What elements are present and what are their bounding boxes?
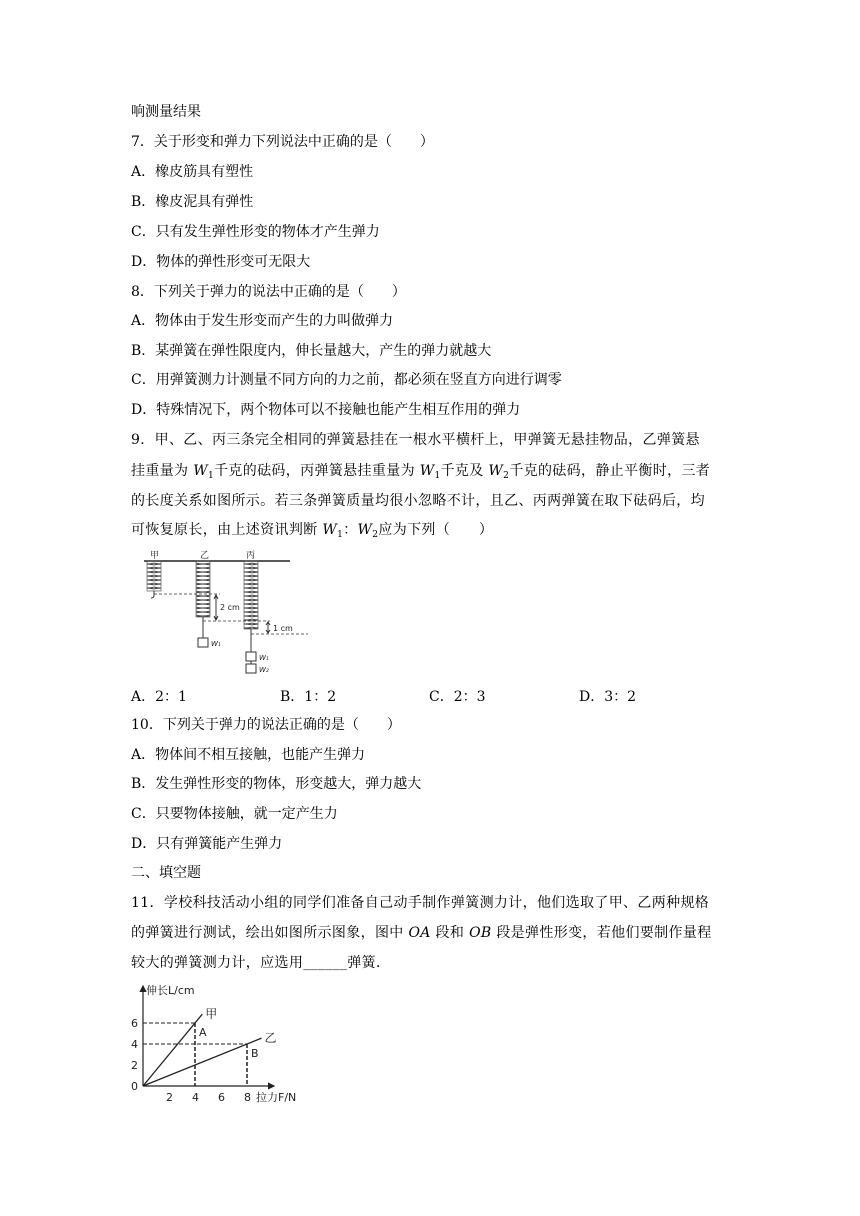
spring-yi bbox=[196, 561, 210, 617]
chart-y-label: 伸长L/cm bbox=[146, 984, 195, 997]
chart-y-tick-label: 2 bbox=[131, 1059, 138, 1072]
q7-option-a: A．橡皮筋具有塑性 bbox=[131, 164, 254, 180]
q11-line2: 的弹簧进行测试，绘出如图所示图象，图中 OA 段和 OB 段是弹性形变，若他们要制作量程 bbox=[131, 925, 712, 941]
q8-option-b: B．某弹簧在弹性限度内，伸长量越大，产生的弹力就越大 bbox=[131, 343, 492, 359]
dim-2cm: 2 cm bbox=[220, 603, 240, 612]
q9-option-c: C．2：3 bbox=[429, 689, 486, 705]
q8-option-c: C．用弹簧测力计测量不同方向的力之前，都必须在竖直方向进行调零 bbox=[131, 372, 562, 388]
spring-jia bbox=[147, 561, 161, 591]
q10-option-b: B．发生弹性形变的物体，形变越大，弹力越大 bbox=[131, 776, 422, 792]
chart-series-line-2 bbox=[143, 1038, 262, 1086]
spring-label-bing: 丙 bbox=[246, 551, 256, 561]
chart-x-tick-label: 8 bbox=[244, 1091, 251, 1104]
q9-option-a: A．2：1 bbox=[131, 689, 187, 705]
q10-option-d: D．只有弹簧能产生弹力 bbox=[131, 836, 283, 852]
chart-series-name: 乙 bbox=[264, 1031, 277, 1046]
q10-stem: 10．下列关于弹力的说法正确的是（ ） bbox=[131, 717, 401, 733]
q9-line2: 挂重量为 $W_1$千克的砝码，丙弹簧悬挂重量为 $W_1$千克及 $W_2$千克的砝码，静止平衡时，三者 bbox=[131, 463, 711, 481]
q9-option-d: D．3：2 bbox=[579, 689, 637, 705]
spring-bing bbox=[244, 561, 258, 629]
spring-chart bbox=[124, 980, 324, 1106]
q8-option-a: A．物体由于发生形变而产生的力叫做弹力 bbox=[131, 313, 394, 329]
chart-y-tick-label: 4 bbox=[131, 1038, 138, 1051]
q7-option-d: D．物体的弹性形变可无限大 bbox=[131, 254, 311, 270]
q9-options bbox=[131, 686, 691, 706]
q7-stem: 7．关于形变和弹力下列说法中正确的是（ ） bbox=[131, 134, 434, 150]
weight-bing-label-1: W₁ bbox=[259, 654, 269, 662]
chart-point-label: B bbox=[251, 1047, 259, 1060]
chart-series-name: 甲 bbox=[205, 1007, 218, 1022]
spring-label-jia: 甲 bbox=[150, 551, 160, 561]
chart-series-line-1 bbox=[143, 1014, 202, 1086]
q11-line3: 较大的弹簧测力计，应选用______弹簧． bbox=[131, 955, 391, 971]
dim-1cm: 1 cm bbox=[273, 624, 293, 633]
header-fragment: 响测量结果 bbox=[131, 104, 201, 120]
chart-x-tick-label: 2 bbox=[166, 1091, 173, 1104]
chart-point-label: A bbox=[199, 1026, 207, 1039]
q7-option-c: C．只有发生弹性形变的物体才产生弹力 bbox=[131, 224, 380, 240]
q8-stem: 8．下列关于弹力的说法中正确的是（ ） bbox=[131, 284, 406, 300]
weight-bing-label-2: W₂ bbox=[259, 666, 269, 674]
q7-option-b: B．橡皮泥具有弹性 bbox=[131, 194, 254, 210]
q10-option-c: C．只要物体接触，就一定产生力 bbox=[131, 806, 338, 822]
chart-x-tick-label: 4 bbox=[192, 1091, 199, 1104]
weight-bing-w1 bbox=[246, 652, 256, 661]
q9-option-b: B．1：2 bbox=[280, 689, 337, 705]
q8-option-d: D．特殊情况下，两个物体可以不接触也能产生相互作用的弹力 bbox=[131, 402, 521, 418]
q9-line1: 9．甲、乙、丙三条完全相同的弹簧悬挂在一根水平横杆上，甲弹簧无悬挂物品，乙弹簧悬 bbox=[131, 432, 700, 448]
weight-yi-w1 bbox=[198, 638, 208, 647]
chart-y-tick-label: 0 bbox=[131, 1080, 138, 1093]
spring-label-yi: 乙 bbox=[200, 551, 210, 561]
chart-x-label: 拉力F/N bbox=[256, 1091, 297, 1104]
spring-figure bbox=[140, 548, 320, 678]
chart-x-tick-label: 6 bbox=[218, 1091, 225, 1104]
weight-bing-w2 bbox=[246, 664, 256, 673]
q10-option-a: A．物体间不相互接触，也能产生弹力 bbox=[131, 747, 366, 763]
q9-line3: 的长度关系如图所示。若三条弹簧质量均很小忽略不计，且乙、丙两弹簧在取下砝码后，均 bbox=[131, 493, 705, 509]
q11-line1: 11．学校科技活动小组的同学们准备自己动手制作弹簧测力计，他们选取了甲、乙两种规格 bbox=[131, 895, 710, 911]
weight-yi-label: W₁ bbox=[211, 640, 221, 648]
chart-y-tick-label: 6 bbox=[131, 1017, 138, 1030]
section-heading-fill-blank: 二、填空题 bbox=[131, 865, 201, 881]
q9-line4: 可恢复原长，由上述资讯判断 $W_1$：$W_2$应为下列（ ） bbox=[131, 522, 494, 540]
